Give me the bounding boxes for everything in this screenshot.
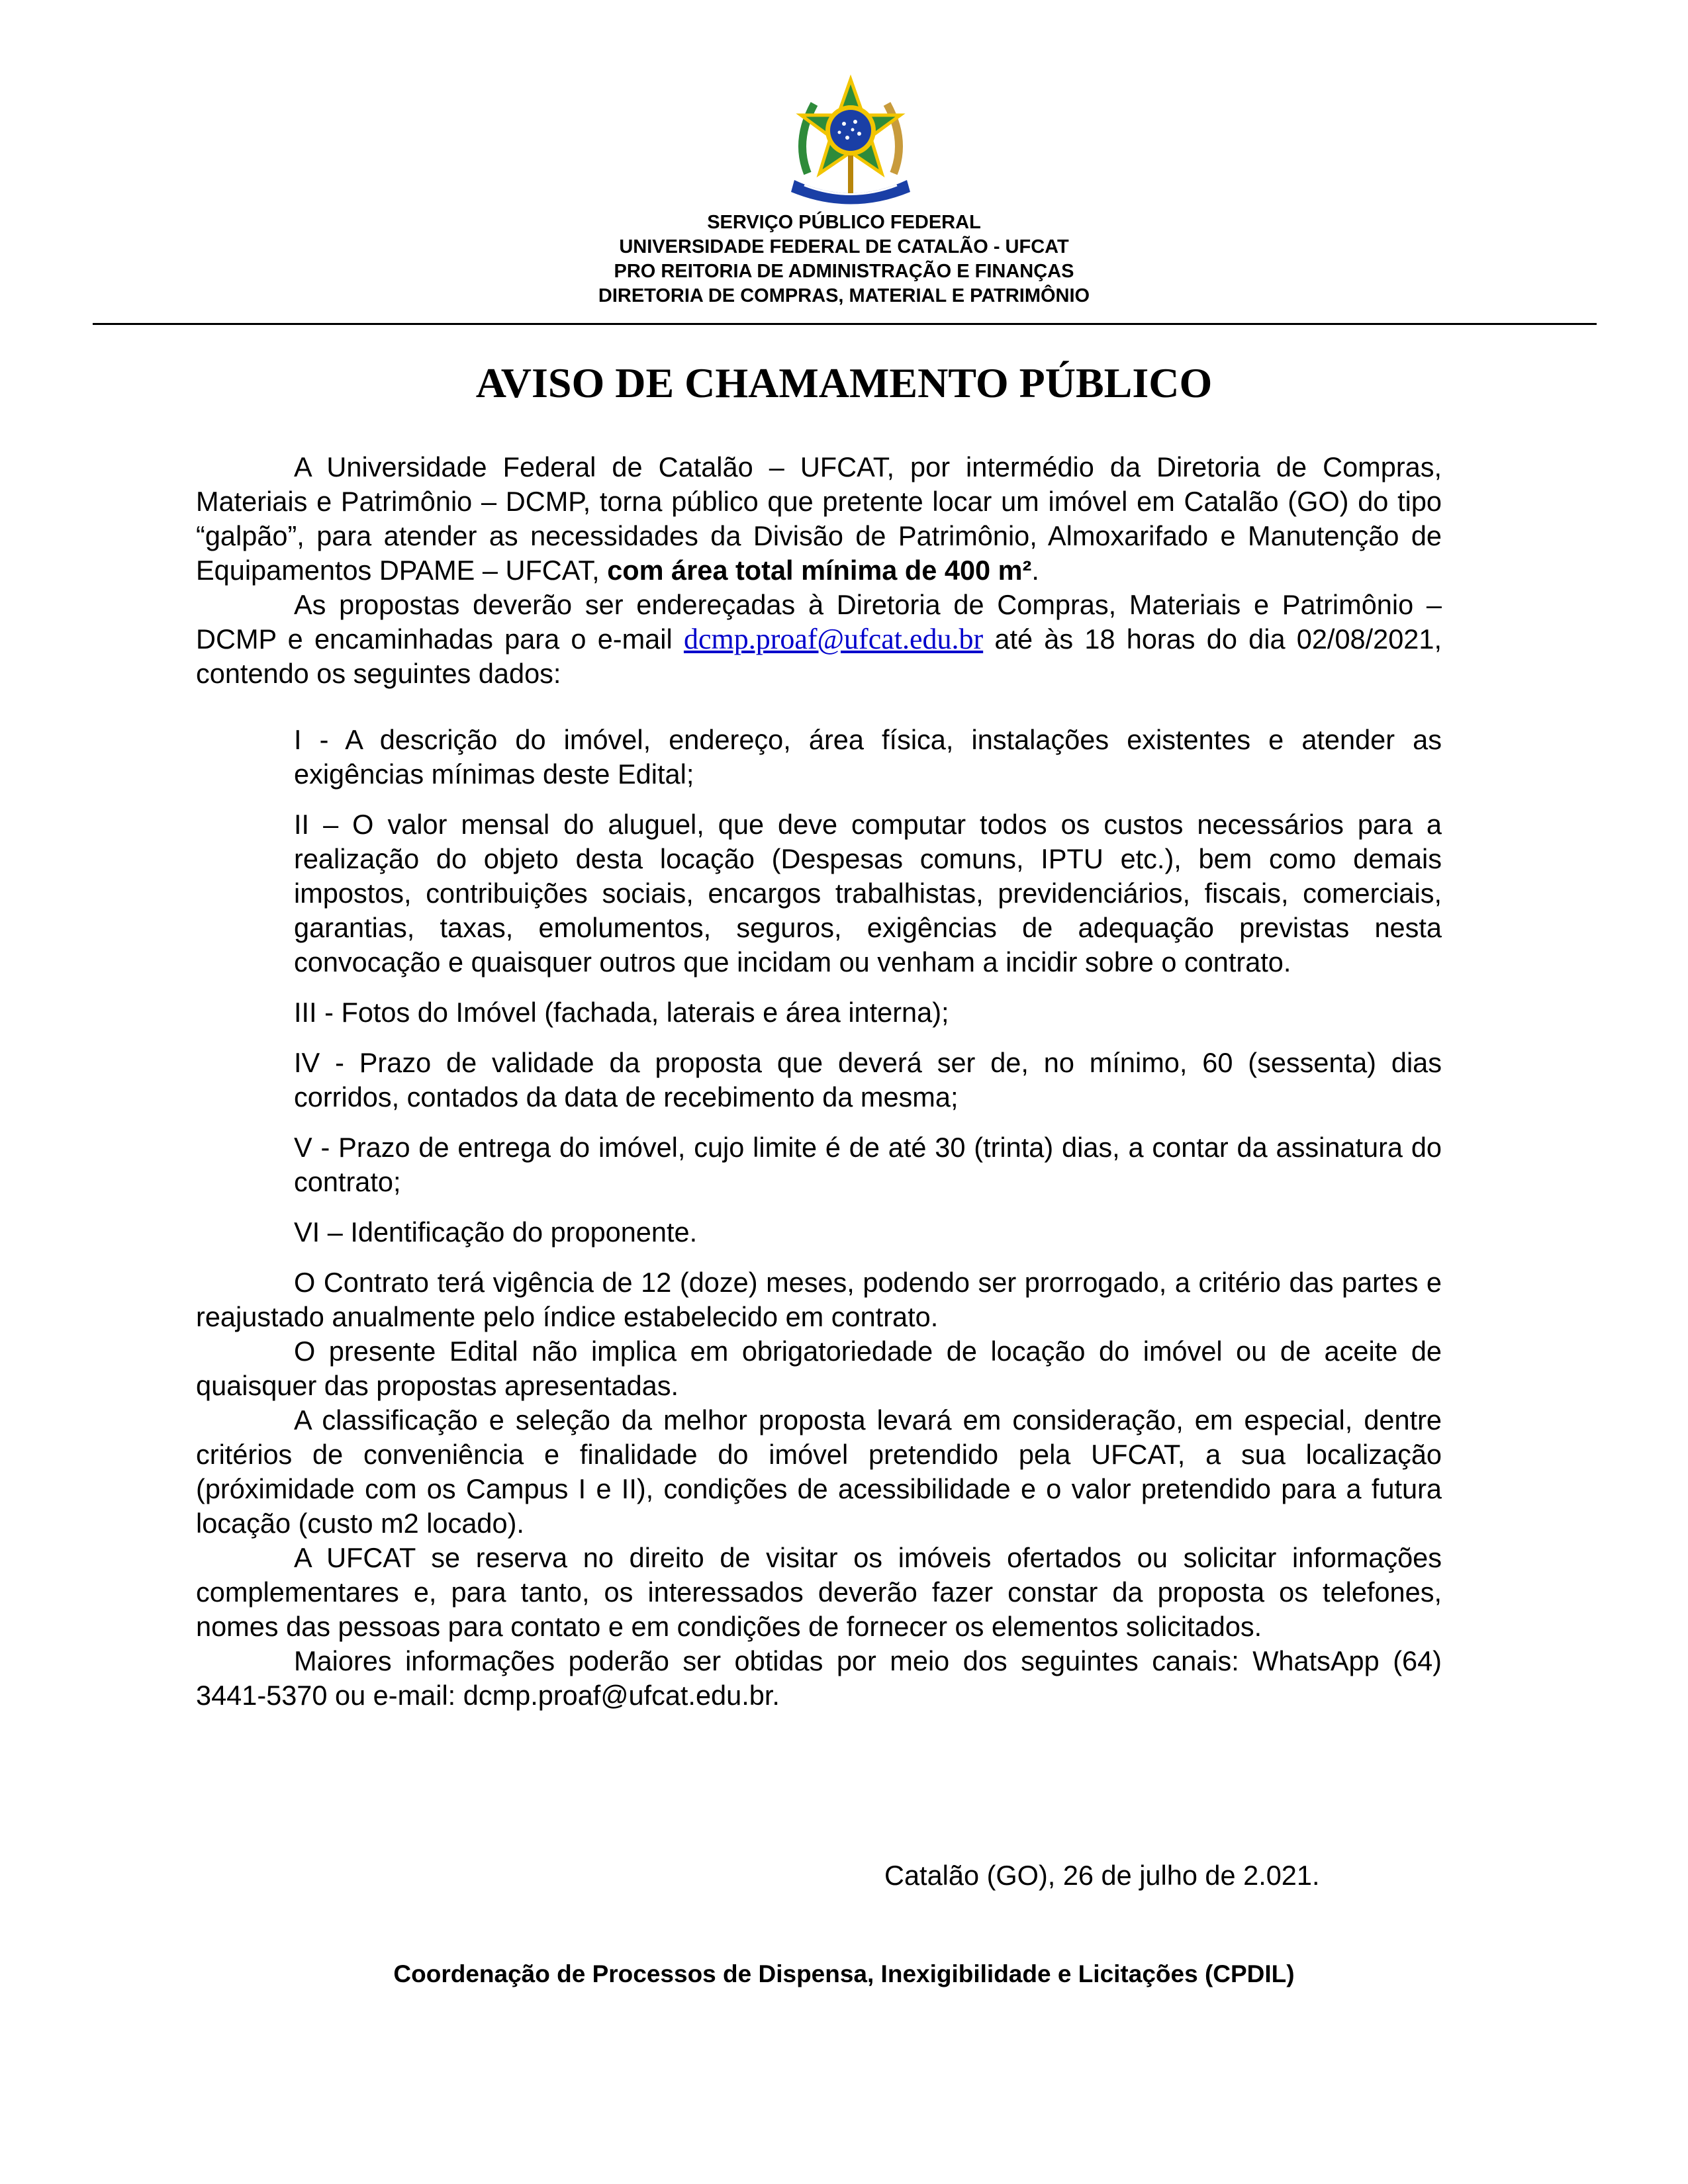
closing-paragraph: A UFCAT se reserva no direito de visitar os imóveis ofertados ou solicitar informações complementares e, para tanto, os interessados deverão fazer constar da proposta os telefones, nomes das pessoas para contato e em condições de fornecer os elementos solicitados. [196,1542,1442,1642]
header-line-3: PRO REITORIA DE ADMINISTRAÇÃO E FINANÇAS [614,261,1074,282]
brazil-coat-of-arms-icon [781,74,920,206]
header-line-1: SERVIÇO PÚBLICO FEDERAL [707,212,981,233]
intro-p1-end: . [1031,555,1039,586]
document-body [196,450,1442,1713]
list-item: II – O valor mensal do aluguel, que deve computar todos os custos necessários para a realização do objeto desta locação (Despesas comuns, IPTU etc.), bem como demais impostos, contribuições sociais, encargos trabalhistas, previdenciários, fiscais, comerciais, garantias, taxas, emolumentos, seguros, exigências de adequação previstas nesta convocação e quaisquer outros que incidam ou venham a incidir sobre o contrato. [294,809,1442,978]
header-line-4: DIRETORIA DE COMPRAS, MATERIAL E PATRIMÔNIO [598,285,1090,306]
closing-paragraph: O Contrato terá vigência de 12 (doze) meses, podendo ser prorrogado, a critério das partes e reajustado anualmente pelo índice estabelecido em contrato. [196,1267,1442,1332]
institution-header [0,210,1688,308]
intro-p1-text: A Universidade Federal de Catalão – UFCAT, por intermédio da Diretoria de Compras, Materiais e Patrimônio – DCMP, torna público que pretente locar um imóvel em Catalão (GO) do tipo “galpão”, para atender as necessidades da Divisão de Patrimônio, Almoxarifado e Manutenção de Equipamentos DPAME – UFCAT, [196,451,1442,586]
email-link[interactable]: dcmp.proaf@ufcat.edu.br [683,623,984,655]
list-item: V - Prazo de entrega do imóvel, cujo limite é de até 30 (trinta) dias, a contar da assinatura do contrato; [294,1132,1442,1197]
requirements-list [196,723,1442,1250]
footer-signature: Coordenação de Processos de Dispensa, Inexigibilidade e Licitações (CPDIL) [393,1960,1295,1987]
closing-paragraph: A classificação e seleção da melhor proposta levará em consideração, em especial, dentre critérios de conveniência e finalidade do imóvel pretendido pela UFCAT, a sua localização (próximidade com os Campus I e II), condições de acessibilidade e o valor pretendido para a futura locação (custo m2 locado). [196,1404,1442,1539]
list-item: III - Fotos do Imóvel (fachada, laterais e área interna); [294,997,949,1028]
intro-p1-bold: com área total mínima de 400 m² [607,555,1032,586]
document-title: AVISO DE CHAMAMENTO PÚBLICO [475,359,1213,406]
list-item: IV - Prazo de validade da proposta que deverá ser de, no mínimo, 60 (sessenta) dias corridos, contados da data de recebimento da mesma; [294,1047,1442,1113]
list-item: I - A descrição do imóvel, endereço, área física, instalações existentes e atender as exigências mínimas deste Edital; [294,724,1442,790]
header-divider [93,323,1597,325]
list-item: VI – Identificação do proponente. [294,1216,698,1248]
date-line: Catalão (GO), 26 de julho de 2.021. [884,1860,1320,1891]
intro-p2-before: As propostas deverão ser endereçadas à Diretoria de Compras, Materiais e Patrimônio – DCMP e encaminhadas para o e-mail [196,589,1442,655]
header-line-2: UNIVERSIDADE FEDERAL DE CATALÃO - UFCAT [619,236,1069,257]
intro-p2-after: até às 18 horas do dia 02/08/2021, contendo os seguintes dados: [196,623,1442,689]
intro-paragraph-1 [196,450,1442,588]
intro-paragraph-2 [196,588,1442,691]
closing-paragraph: O presente Edital não implica em obrigatoriedade de locação do imóvel ou de aceite de quaisquer das propostas apresentadas. [196,1336,1442,1401]
closing-paragraph: Maiores informações poderão ser obtidas por meio dos seguintes canais: WhatsApp (64) 3441-5370 ou e-mail: dcmp.proaf@ufcat.edu.br. [196,1645,1442,1711]
